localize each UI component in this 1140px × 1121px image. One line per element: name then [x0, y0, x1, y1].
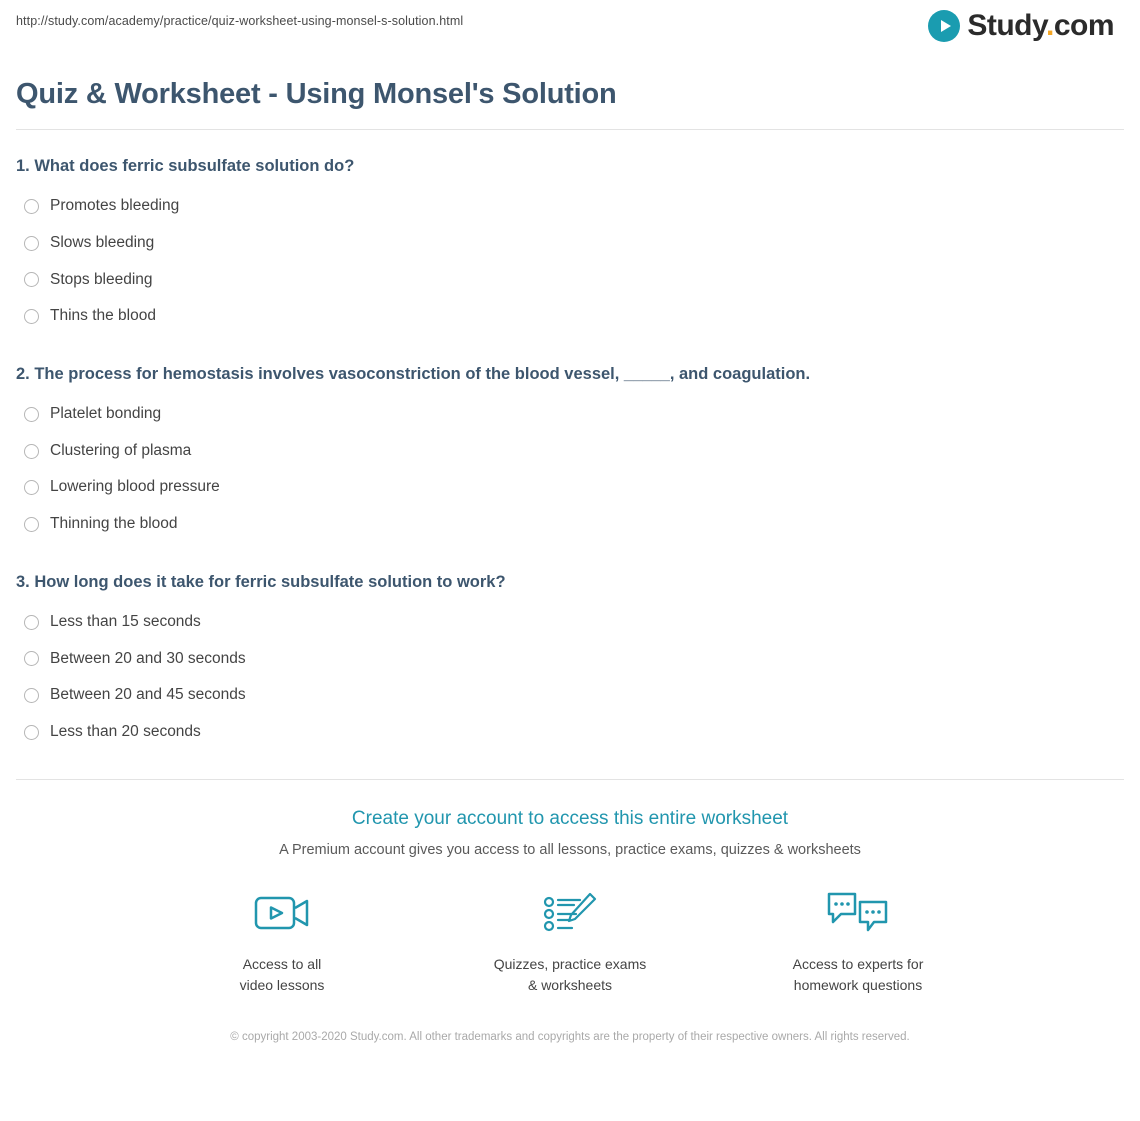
- feature-label-line2: & worksheets: [527, 976, 613, 993]
- radio-button-icon[interactable]: [24, 688, 39, 703]
- answer-choice-label: Between 20 and 30 seconds: [50, 649, 246, 667]
- answer-choice[interactable]: [16, 234, 1124, 253]
- feature-item: [485, 884, 655, 995]
- radio-button-icon[interactable]: [24, 199, 39, 214]
- feature-item: [773, 884, 943, 995]
- radio-button-icon[interactable]: [24, 236, 39, 251]
- radio-button-icon[interactable]: [24, 651, 39, 666]
- page-title: Quiz & Worksheet - Using Monsel's Solution: [16, 78, 617, 110]
- page-url: http://study.com/academy/practice/quiz-worksheet-using-monsel-s-solution.html: [16, 14, 464, 28]
- question-text: 1. What does ferric subsulfate solution do?: [16, 157, 355, 175]
- answer-choice[interactable]: [16, 271, 1124, 290]
- answer-choice[interactable]: [16, 307, 1124, 326]
- copyright-text: © copyright 2003-2020 Study.com. All other trademarks and copyrights are the property of their respective owners. All rights reserved.: [230, 1031, 910, 1044]
- question-text: 3. How long does it take for ferric subsulfate solution to work?: [16, 572, 506, 591]
- logo-wordmark: [967, 11, 1114, 41]
- premium-promo: [16, 780, 1124, 1046]
- answer-choice[interactable]: [16, 613, 1124, 632]
- radio-button-icon[interactable]: [24, 615, 39, 630]
- answer-choice-label: Platelet bonding: [50, 405, 162, 423]
- answer-choice-label: Lowering blood pressure: [50, 478, 220, 496]
- study-com-logo: [928, 10, 1124, 42]
- answer-choice-label: Between 20 and 45 seconds: [50, 686, 246, 704]
- title-divider: [16, 129, 1124, 130]
- feature-label-line2: homework questions: [793, 976, 923, 993]
- answer-choice[interactable]: [16, 405, 1124, 424]
- logo-name: Study: [967, 9, 1046, 42]
- answer-choice[interactable]: [16, 723, 1124, 742]
- feature-item: [197, 884, 367, 995]
- answer-choice-label: Promotes bleeding: [50, 197, 180, 215]
- question-block: [16, 572, 1124, 742]
- answer-choice[interactable]: [16, 650, 1124, 669]
- answer-choice-label: Less than 15 seconds: [50, 613, 201, 631]
- question-block: [16, 156, 1124, 326]
- radio-button-icon[interactable]: [24, 480, 39, 495]
- radio-button-icon[interactable]: [24, 517, 39, 532]
- radio-button-icon[interactable]: [24, 272, 39, 287]
- answer-choice-label: Stops bleeding: [50, 270, 153, 288]
- feature-label: [773, 954, 943, 995]
- answer-choice-label: Clustering of plasma: [50, 441, 192, 459]
- radio-button-icon[interactable]: [24, 309, 39, 324]
- feature-label: [197, 954, 367, 995]
- answer-choice-label: Slows bleeding: [50, 234, 155, 252]
- feature-label-line1: Quizzes, practice exams: [493, 956, 647, 973]
- answer-choice[interactable]: [16, 686, 1124, 705]
- promo-title[interactable]: Create your account to access this entire worksheet: [351, 808, 789, 830]
- promo-features: [16, 884, 1124, 995]
- logo-suffix: com: [1053, 9, 1114, 42]
- checklist-pencil-icon: [485, 884, 655, 942]
- feature-label-line1: Access to all: [242, 956, 322, 973]
- promo-subtitle: A Premium account gives you access to all lessons, practice exams, quizzes & worksheets: [279, 842, 861, 859]
- video-lesson-icon: [197, 884, 367, 942]
- answer-choice-label: Less than 20 seconds: [50, 722, 201, 740]
- answer-choice[interactable]: [16, 197, 1124, 216]
- question-text: 2. The process for hemostasis involves vasoconstriction of the blood vessel, _____, and coagulation.: [16, 364, 811, 383]
- answer-choice[interactable]: [16, 515, 1124, 534]
- answer-choice-label: Thins the blood: [50, 307, 156, 325]
- logo-dot: .: [1045, 9, 1054, 42]
- question-block: [16, 364, 1124, 534]
- answer-choice-label: Thinning the blood: [50, 515, 178, 533]
- play-circle-icon: [928, 10, 960, 42]
- page-header: [16, 0, 1124, 56]
- feature-label-line1: Access to experts for: [792, 956, 924, 973]
- chat-bubbles-icon: [773, 884, 943, 942]
- answer-choice[interactable]: [16, 478, 1124, 497]
- radio-button-icon[interactable]: [24, 407, 39, 422]
- feature-label: [485, 954, 655, 995]
- feature-label-line2: video lessons: [239, 976, 325, 993]
- questions-list: [16, 156, 1124, 741]
- radio-button-icon[interactable]: [24, 725, 39, 740]
- answer-choice[interactable]: [16, 442, 1124, 461]
- radio-button-icon[interactable]: [24, 444, 39, 459]
